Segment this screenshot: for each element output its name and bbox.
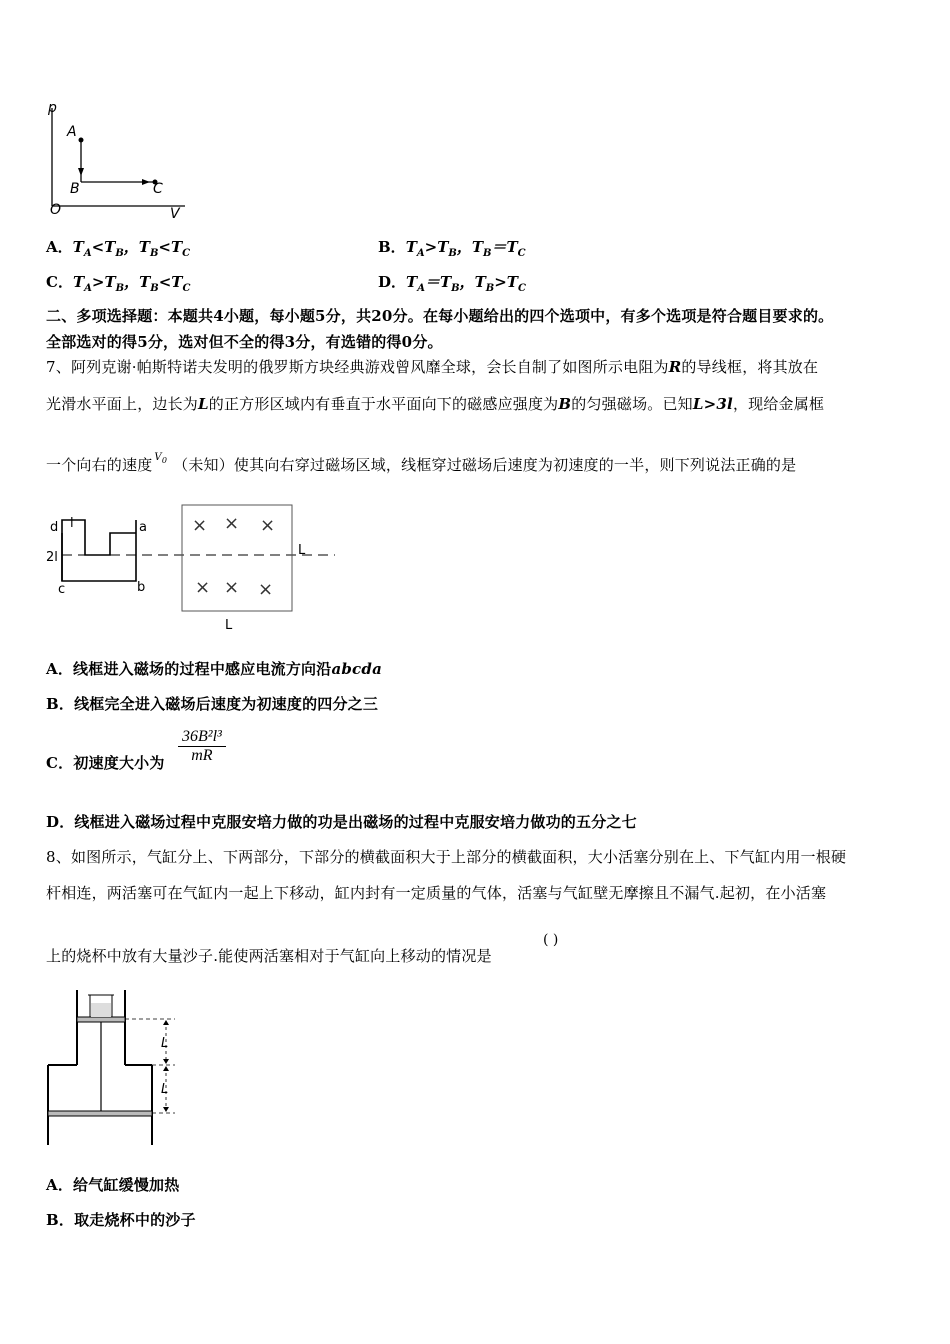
origin-label: O <box>50 202 62 218</box>
label-a: a <box>139 520 147 535</box>
cross-5: × <box>224 577 240 598</box>
point-a-label: A <box>67 124 77 140</box>
label-2l: 2l <box>46 550 58 565</box>
q7-option-d: D．线框进入磁场过程中克服安培力做的功是出磁场的过程中克服安培力做功的五分之七 <box>46 813 637 831</box>
q8-line2: 杆相连，两活塞可在气缸内一起上下移动，缸内封有一定质量的气体，活塞与气缸壁无摩擦且不漏气.起初，在小活塞 <box>46 884 827 902</box>
q8-option-b: B．取走烧杯中的沙子 <box>46 1211 196 1229</box>
q7-line2: 光滑水平面上，边长为L的正方形区域内有垂直于水平面向下的磁感应强度为B的匀强磁场。已知L>3l，现给金属框 <box>46 395 825 413</box>
label-c: c <box>58 582 66 597</box>
v-axis-label: V <box>170 206 180 222</box>
q6-option-d: D．$T_A=T_B$，$T_B>T_C$ <box>378 273 526 294</box>
wireframe-figure <box>40 495 340 635</box>
q8-option-a: A．给气缸缓慢加热 <box>46 1176 180 1194</box>
q6-option-c: C．$T_A>T_B$，$T_B<T_C$ <box>46 273 191 294</box>
label-b: b <box>137 580 146 595</box>
q7-line1: 7、阿列克谢·帕斯特诺夫发明的俄罗斯方块经典游戏曾风靡全球，会长自制了如图所示电阻为R的导线框，将其放在 <box>46 358 819 376</box>
section2-line1: 二、多项选择题：本题共4小题，每小题5分，共20分。在每小题给出的四个选项中，有多个选项是符合题目要求的。 <box>46 307 834 325</box>
q6-option-b: B．$T_A>T_B$，$T_B=T_C$ <box>378 238 526 259</box>
q7-line3: 一个向右的速度 $^{V_0}$ （未知）使其向右穿过磁场区域，线框穿过磁场后速度为初速度的一半，则下列说法正确的是 <box>46 452 797 474</box>
cross-2: × <box>224 513 240 534</box>
label-l: l <box>70 516 74 531</box>
section2-line2: 全部选对的得5分，选对但不全的得3分，有选错的得0分。 <box>46 333 443 351</box>
label-L-right: L <box>298 543 306 558</box>
q8-line1: 8、如图所示，气缸分上、下两部分，下部分的横截面积大于上部分的横截面积，大小活塞分别在上、下气缸内用一根硬 <box>46 848 847 866</box>
q8-line3: 上的烧杯中放有大量沙子.能使两活塞相对于气缸向上移动的情况是 <box>46 947 492 965</box>
q7-option-c-fraction: $\frac{\text{36B²l³}}{mR}$ <box>178 728 226 765</box>
q7-option-c: C．初速度大小为 <box>46 754 165 772</box>
dim-L-lower: L <box>161 1082 169 1097</box>
cross-1: × <box>192 515 208 536</box>
cylinder-figure <box>40 985 200 1150</box>
cross-4: × <box>195 577 211 598</box>
point-c-label: C <box>153 181 163 197</box>
dim-L-upper: L <box>161 1036 169 1051</box>
cross-3: × <box>260 515 276 536</box>
q7-option-b: B．线框完全进入磁场后速度为初速度的四分之三 <box>46 695 379 713</box>
q6-option-a: A．$T_A<T_B$，$T_B<T_C$ <box>46 238 191 259</box>
point-b-label: B <box>70 181 80 197</box>
pv-graph <box>40 98 200 223</box>
p-axis-label: p <box>48 100 57 116</box>
label-d: d <box>50 520 59 535</box>
q7-option-a: A．线框进入磁场的过程中感应电流方向沿abcda <box>46 660 383 678</box>
q8-answer-paren: ( ) <box>543 932 559 948</box>
label-L-bottom: L <box>225 618 233 633</box>
cross-6: × <box>258 579 274 600</box>
